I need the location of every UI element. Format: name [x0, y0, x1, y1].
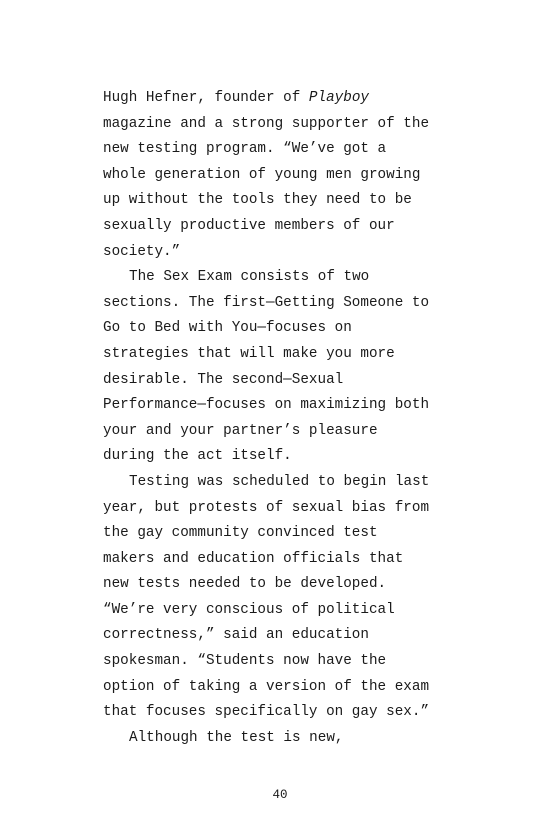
- text-line: [103, 86, 448, 112]
- text-line-content: the gay community convinced test: [103, 525, 378, 542]
- text-line: [103, 265, 448, 291]
- text-line-content: that focuses specifically on gay sex.”: [103, 704, 430, 721]
- text-line-content: your and your partner’s pleasure: [103, 422, 378, 439]
- text-line-content: option of taking a version of the exam: [103, 678, 430, 695]
- text-line: [103, 444, 448, 470]
- text-line-content: whole generation of young men growing: [103, 166, 421, 183]
- text-line-content: up without the tools they need to be: [103, 192, 412, 209]
- text-line: [103, 368, 448, 394]
- text-line-content: sections. The first—Getting Someone to: [103, 294, 430, 311]
- text-line: [103, 572, 448, 598]
- text-line-content: correctness,” said an education: [103, 627, 369, 644]
- text-line-content: Go to Bed with You—focuses on: [103, 320, 352, 337]
- page-number: 40: [272, 788, 288, 802]
- text-line: [103, 649, 448, 675]
- text-line: [103, 214, 448, 240]
- text-line-content: Performance—focuses on maximizing both: [103, 397, 430, 414]
- text-line-content: year, but protests of sexual bias from: [103, 499, 430, 516]
- text-line-content: new tests needed to be developed.: [103, 576, 387, 593]
- text-line-content: desirable. The second—Sexual: [103, 371, 344, 388]
- text-line-content: Hugh Hefner, founder of: [103, 90, 309, 106]
- text-line-content: strategies that will make you more: [103, 345, 395, 362]
- text-line-content: society.”: [103, 243, 181, 260]
- text-line: [103, 700, 448, 726]
- text-line: [103, 240, 448, 266]
- text-line: [103, 137, 448, 163]
- text-line: [103, 521, 448, 547]
- text-line-content: “We’re very conscious of political: [103, 601, 395, 618]
- body-text: [103, 86, 448, 751]
- text-line-content: spokesman. “Students now have the: [103, 653, 387, 670]
- text-line: [103, 496, 448, 522]
- text-line-content: The Sex Exam consists of two: [129, 269, 370, 286]
- text-line-content: new testing program. “We’ve got a: [103, 141, 387, 158]
- text-line: [103, 393, 448, 419]
- text-line-content: makers and education officials that: [103, 550, 404, 567]
- text-line: [103, 291, 448, 317]
- text-line: [103, 342, 448, 368]
- text-line: [103, 470, 448, 496]
- text-line: [103, 316, 448, 342]
- text-line: [103, 547, 448, 573]
- text-line: [103, 623, 448, 649]
- text-line: [103, 419, 448, 445]
- text-line: [103, 675, 448, 701]
- text-line: [103, 112, 448, 138]
- text-line-content: Testing was scheduled to begin last: [129, 473, 430, 490]
- text-line: [103, 726, 448, 752]
- text-line-content: magazine and a strong supporter of the: [103, 115, 430, 132]
- text-line: [103, 188, 448, 214]
- text-line-content: sexually productive members of our: [103, 217, 395, 234]
- italic-title: Playboy: [308, 90, 369, 106]
- text-line-content: Although the test is new,: [129, 729, 344, 746]
- text-line: [103, 163, 448, 189]
- text-line: [103, 598, 448, 624]
- text-line-content: during the act itself.: [103, 448, 292, 465]
